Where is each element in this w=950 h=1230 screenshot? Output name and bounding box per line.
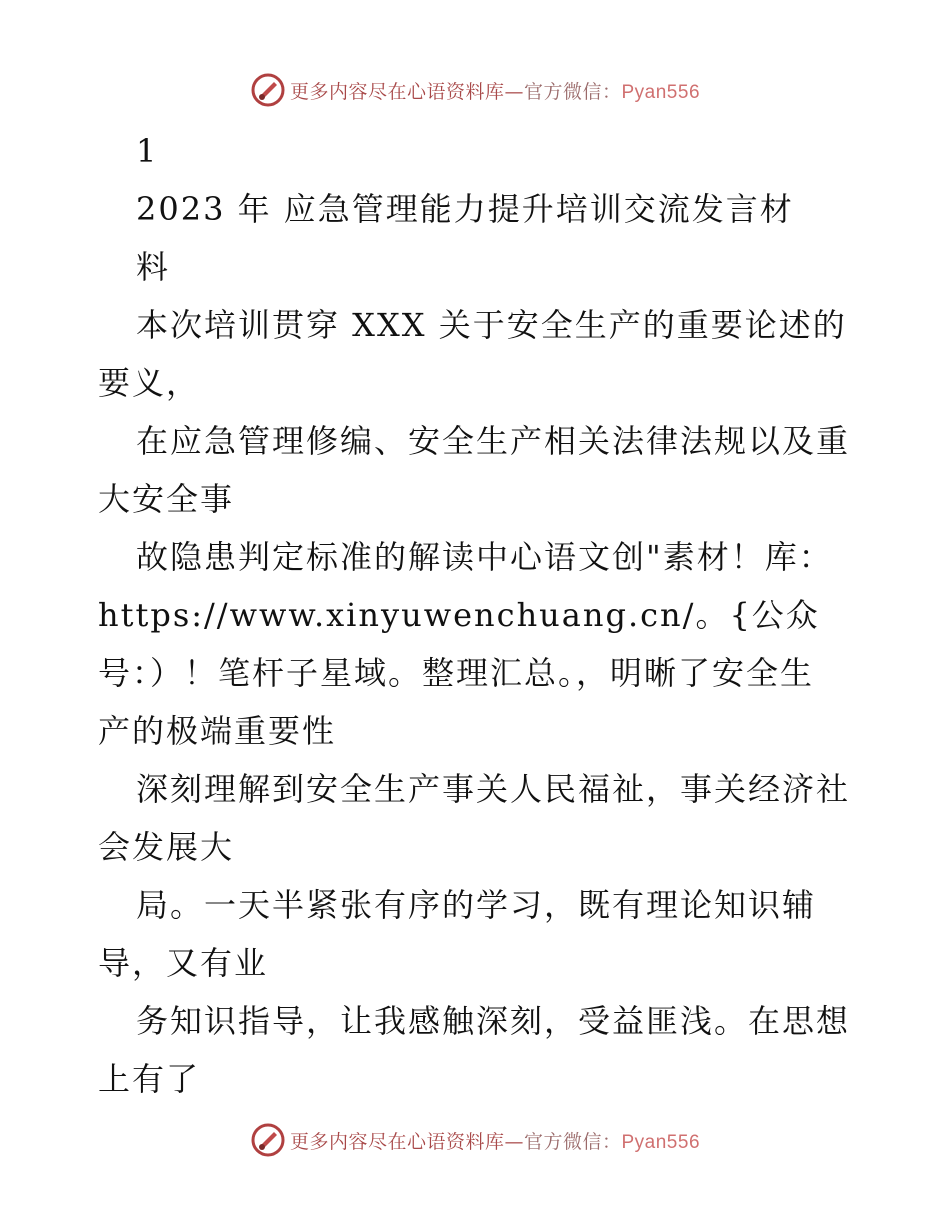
site-text: 更多内容尽在心语资料库 [289,1130,505,1153]
paragraph-line: 故隐患判定标准的解读中心语文创"素材！库： [136,538,833,576]
brand-logo-icon [250,1122,286,1158]
watermark-text [290,1127,700,1154]
paragraph-line: 上有了 [98,1060,201,1098]
document-title-line-2: 料 [136,248,171,286]
separator: — [504,80,524,103]
site-text: 更多内容尽在心语资料库 [289,80,505,103]
url-line: https://www.xinyuwenchuang.cn/。{公众 [98,596,820,634]
wechat-label: 官方微信： [523,1130,622,1153]
page-number: 1 [136,132,159,170]
footer-watermark-banner [0,1120,950,1160]
wechat-account: Pyan556 [621,81,701,103]
paragraph-line: 导，又有业 [98,944,269,982]
paragraph-line: 在应急管理修编、安全生产相关法律法规以及重 [136,422,851,460]
paragraph-line: 号：）！笔杆子星域。整理汇总。，明晰了安全生 [98,654,815,692]
paragraph-line: 会发展大 [98,828,235,866]
paragraph-line: 务知识指导，让我感触深刻，受益匪浅。在思想 [136,1002,851,1040]
document-title-line-1: 2023 年 应急管理能力提升培训交流发言材 [136,190,794,228]
document-body [98,122,878,1108]
paragraph-line: 大安全事 [98,480,235,518]
paragraph-line: 本次培训贯穿 XXX 关于安全生产的重要论述的 [136,306,847,344]
paragraph-line: 产的极端重要性 [98,712,337,750]
wechat-account: Pyan556 [621,1131,701,1153]
separator: — [504,1130,524,1153]
paragraph-line: 深刻理解到安全生产事关人民福祉，事关经济社 [136,770,851,808]
wechat-label: 官方微信： [523,80,622,103]
paragraph-line: 要义， [98,364,201,402]
header-watermark-banner [0,70,950,110]
watermark-text [290,77,700,104]
brand-logo-icon [250,72,286,108]
paragraph-line: 局。一天半紧张有序的学习，既有理论知识辅 [136,886,817,924]
